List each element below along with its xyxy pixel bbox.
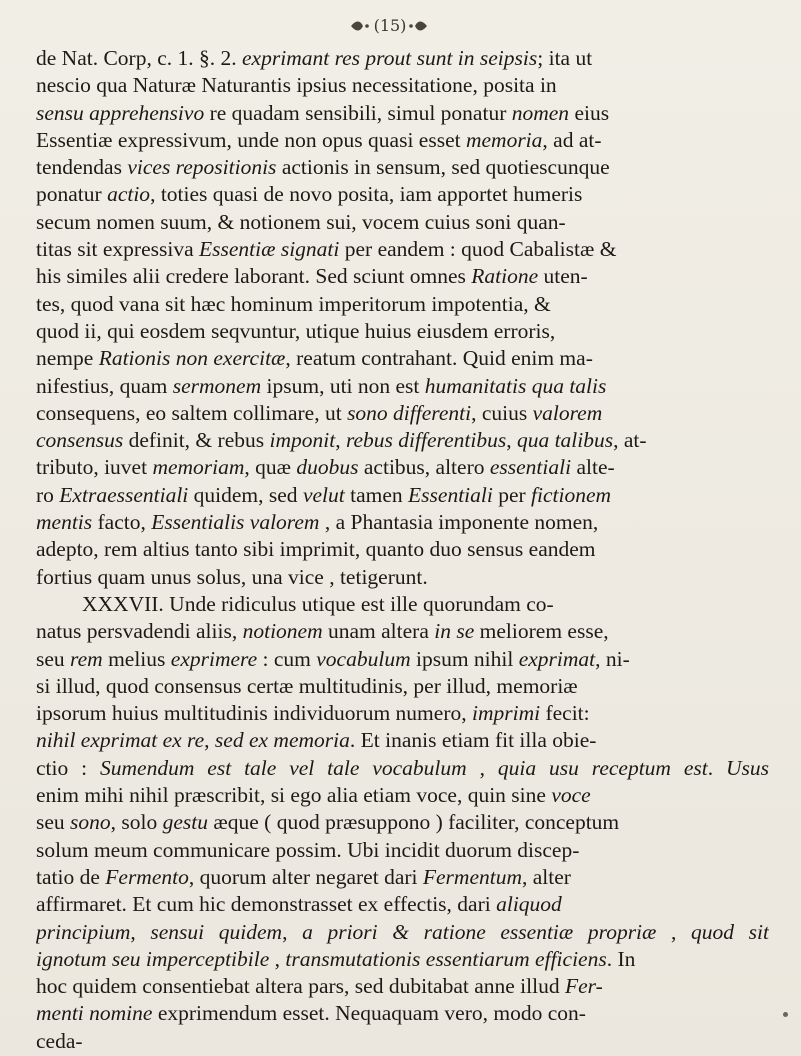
roman-text: , a Phantasia imponente nomen,	[319, 510, 599, 535]
italic-text: sed ex memoria	[214, 728, 350, 753]
roman-text: definit, & rebus	[123, 428, 270, 453]
italic-text: Essentialis valorem	[151, 510, 320, 535]
roman-text: ,	[466, 755, 498, 780]
italic-text: memoria	[465, 127, 543, 152]
text-line	[36, 700, 769, 727]
italic-text: velut	[302, 482, 345, 507]
text-line	[36, 809, 769, 836]
text-line	[36, 482, 769, 509]
roman-text: , quorum alter negaret dari	[188, 864, 423, 889]
text-line	[36, 946, 769, 973]
italic-text: quia usu receptum est	[497, 755, 708, 780]
italic-text: principium	[36, 919, 131, 944]
italic-text: duobus	[296, 455, 359, 480]
roman-text: nifestius, quam	[36, 373, 173, 398]
roman-text: re quadam sensibili, simul ponatur	[204, 100, 512, 125]
roman-text: , solo	[110, 810, 163, 835]
italic-text: aliquod	[496, 892, 562, 917]
roman-text: nescio qua Naturæ Naturantis ipsius necessitatione, posita in	[36, 73, 557, 98]
text-line	[36, 564, 769, 591]
page-number: (15)	[373, 16, 407, 35]
roman-text: XXXVII. Unde ridiculus utique est ille quorundam co-	[82, 591, 554, 616]
roman-text: ,	[130, 919, 151, 944]
italic-text: Essentiali	[408, 482, 493, 507]
roman-text: fortius quam unus solus, una vice , tetigerunt.	[36, 564, 428, 589]
roman-text: seu	[36, 646, 71, 671]
roman-text: tes, quod vana sit hæc hominum imperitorum impotentia, &	[36, 291, 551, 316]
roman-text: facto,	[92, 510, 152, 535]
roman-text: consequens, eo saltem collimare, ut	[36, 400, 348, 425]
roman-text: ,	[204, 728, 215, 753]
roman-text: quod ii, qui eosdem seqvuntur, utique huius eiusdem erroris,	[36, 318, 556, 343]
italic-text: quod sit	[691, 919, 769, 944]
italic-text: imponit	[269, 428, 336, 453]
roman-text: ,	[656, 919, 692, 944]
text-line	[36, 318, 769, 345]
roman-text: ,	[282, 919, 303, 944]
italic-text: sono differenti	[347, 400, 472, 425]
roman-text: adepto, rem altius tanto sibi imprimit, quanto duo sensus eandem	[36, 537, 596, 562]
roman-text: ponatur	[36, 182, 108, 207]
roman-text: ipsum, uti non est	[261, 373, 425, 398]
roman-text: secum nomen suum, & notionem sui, vocem cuius soni quan-	[36, 209, 566, 234]
text-line	[36, 427, 769, 454]
italic-text: Fer-	[564, 974, 603, 999]
roman-text: affirmaret. Et cum hic demonstrasset ex effectis, dari	[36, 892, 497, 917]
body-text	[36, 45, 769, 1055]
text-line	[36, 755, 769, 782]
text-line	[36, 454, 769, 481]
roman-text: meliorem esse,	[474, 619, 609, 644]
italic-text: vices repositionis	[127, 155, 277, 180]
italic-text: ignotum seu imperceptibile	[36, 946, 270, 971]
roman-text: per	[492, 482, 532, 507]
roman-text: unam altera	[322, 619, 435, 644]
roman-text: his similes alii credere laborant. Sed sciunt omnes	[36, 264, 472, 289]
roman-text: enim mihi nihil præscribit, si ego alia etiam voce, quin sine	[36, 783, 552, 808]
italic-text: sermonem	[172, 373, 262, 398]
roman-text: .	[707, 755, 727, 780]
roman-text: si illud, quod consensus certæ multitudinis, per illud, memoriæ	[36, 673, 578, 698]
text-line	[36, 591, 769, 618]
text-line	[36, 536, 769, 563]
text-line	[36, 72, 769, 99]
italic-text: Extraessentiali	[59, 482, 189, 507]
roman-text: ,	[335, 428, 346, 453]
italic-text: in se	[434, 619, 475, 644]
roman-text: natus persvadendi aliis,	[36, 619, 243, 644]
roman-text: , ni-	[595, 646, 630, 671]
roman-text: , cuius	[471, 400, 533, 425]
roman-text: de Nat. Corp, c. 1. §. 2.	[36, 46, 243, 70]
italic-text: exprimant res prout sunt in seipsis	[242, 46, 538, 70]
roman-text: uten-	[538, 264, 588, 289]
text-line	[36, 509, 769, 536]
text-line	[36, 727, 769, 754]
roman-text: seu	[36, 810, 71, 835]
italic-text: actio	[107, 182, 151, 207]
text-line	[36, 891, 769, 918]
roman-text: melius	[102, 646, 171, 671]
roman-text: hoc quidem consentiebat altera pars, sed dubitabat anne illud	[36, 974, 565, 999]
italic-text: Ratione	[471, 264, 539, 289]
italic-text: rem	[70, 646, 103, 671]
italic-text: gestu	[162, 810, 209, 835]
text-line	[36, 864, 769, 891]
italic-text: consensus	[36, 428, 124, 453]
roman-text: tatio de	[36, 864, 106, 889]
roman-text: , toties quasi de novo posita, iam apportet humeris	[150, 182, 583, 207]
italic-text: sensu apprehensivo	[36, 100, 205, 125]
margin-mark	[783, 1012, 788, 1017]
roman-text: titas sit expressiva	[36, 237, 200, 262]
text-line	[36, 973, 769, 1000]
text-line	[36, 646, 769, 673]
roman-text: ipsum nihil	[410, 646, 519, 671]
text-line	[36, 373, 769, 400]
italic-text: voce	[551, 783, 591, 808]
italic-text: valorem	[532, 400, 603, 425]
roman-text: tendendas	[36, 155, 128, 180]
italic-text: qua talibus	[516, 428, 614, 453]
roman-text: ceda-	[36, 1028, 83, 1053]
roman-text: nempe	[36, 346, 99, 371]
text-line	[36, 127, 769, 154]
italic-text: Usus	[726, 755, 769, 780]
roman-text: , reatum contrahant. Quid enim ma-	[285, 346, 593, 371]
roman-text: , at-	[613, 428, 647, 453]
roman-text: ; ita ut	[537, 46, 593, 70]
roman-text: tamen	[344, 482, 409, 507]
text-line	[36, 400, 769, 427]
text-line	[36, 919, 769, 946]
italic-text: humanitatis qua talis	[424, 373, 607, 398]
roman-text: tributo, iuvet	[36, 455, 153, 480]
roman-text: ipsorum huius multitudinis individuorum numero,	[36, 701, 472, 726]
roman-text: , quæ	[244, 455, 297, 480]
roman-text: per eandem : quod Cabalistæ &	[339, 237, 617, 262]
roman-text: Essentiæ expressivum, unde non opus quasi esset	[36, 127, 466, 152]
italic-text: essentiali	[489, 455, 572, 480]
text-line	[36, 673, 769, 700]
italic-text: fictionem	[531, 482, 612, 507]
roman-text: , ad at-	[542, 127, 602, 152]
italic-text: menti nomine	[36, 1001, 153, 1026]
italic-text: memoriam	[152, 455, 245, 480]
roman-text: actionis in sensum, sed quotiescunque	[276, 155, 610, 180]
italic-text: exprimat	[518, 646, 596, 671]
roman-text: exprimendum esset. Nequaquam vero, modo con-	[152, 1001, 586, 1026]
italic-text: mentis	[36, 510, 93, 535]
roman-text: fecit:	[540, 701, 590, 726]
italic-text: nihil exprimat ex re	[36, 728, 205, 753]
text-line	[36, 154, 769, 181]
text-line	[36, 291, 769, 318]
roman-text: . Et inanis etiam fit illa obie-	[349, 728, 597, 753]
roman-text: ,	[506, 428, 517, 453]
italic-text: transmutationis essentiarum efficiens	[285, 946, 607, 971]
italic-text: nomen	[511, 100, 570, 125]
roman-text: quidem, sed	[188, 482, 303, 507]
italic-text: Sumendum est tale vel tale vocabulum	[100, 755, 467, 780]
text-line	[36, 263, 769, 290]
roman-text: ,	[269, 946, 286, 971]
text-line	[36, 345, 769, 372]
text-line	[36, 45, 769, 72]
text-line	[36, 181, 769, 208]
text-line	[36, 1000, 769, 1027]
italic-text: notionem	[242, 619, 323, 644]
roman-text: , alter	[522, 864, 571, 889]
roman-text: æque ( quod præsuppono ) faciliter, conceptum	[208, 810, 620, 835]
roman-text: . In	[606, 946, 636, 971]
text-line	[36, 1028, 769, 1055]
text-line	[36, 837, 769, 864]
roman-text: alte-	[571, 455, 615, 480]
italic-text: vocabulum	[316, 646, 411, 671]
page-header	[0, 14, 801, 36]
text-line	[36, 782, 769, 809]
roman-text: eius	[569, 100, 610, 125]
text-line	[36, 618, 769, 645]
italic-text: Fermento	[105, 864, 189, 889]
text-line	[36, 100, 769, 127]
italic-text: a priori & ratione essentiæ propriæ	[302, 919, 657, 944]
roman-text: actibus, altero	[358, 455, 490, 480]
italic-text: Fermentum	[422, 864, 522, 889]
italic-text: sono	[70, 810, 111, 835]
italic-text: rebus differentibus	[345, 428, 507, 453]
italic-text: Rationis non exercitæ	[98, 346, 286, 371]
text-line	[36, 209, 769, 236]
roman-text: ro	[36, 482, 60, 507]
roman-text: ctio :	[36, 755, 101, 780]
text-line	[36, 236, 769, 263]
italic-text: exprimere	[170, 646, 258, 671]
italic-text: imprimi	[471, 701, 541, 726]
italic-text: sensui quidem	[150, 919, 283, 944]
roman-text: : cum	[257, 646, 317, 671]
roman-text: solum meum communicare possim. Ubi incidit duorum discep-	[36, 837, 580, 862]
italic-text: Essentiæ signati	[199, 237, 340, 262]
